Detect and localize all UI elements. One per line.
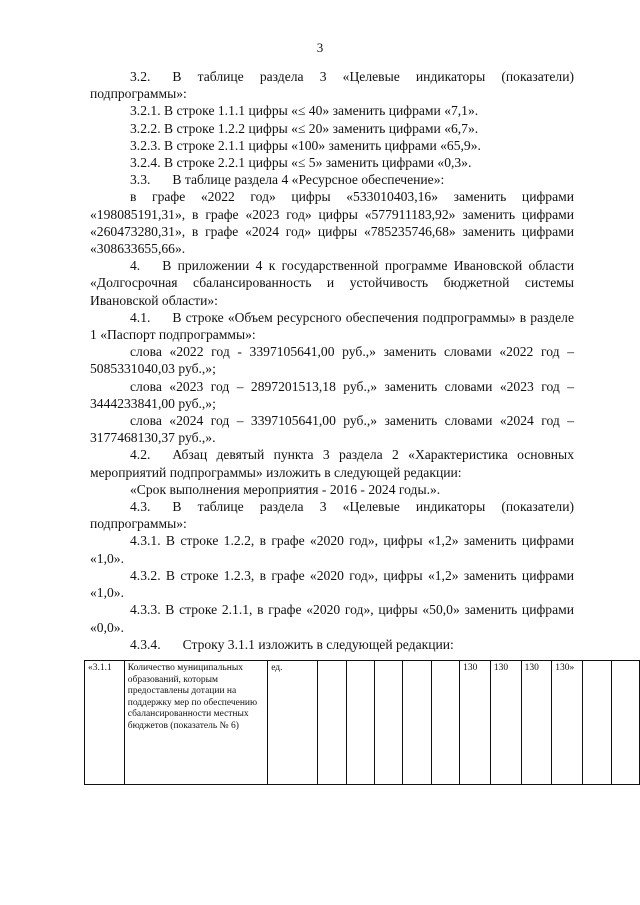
table-cell (431, 661, 459, 785)
paragraph: слова «2022 год - 3397105641,00 руб.,» заменить словами «2022 год – 5085331040,03 руб.,»; (90, 344, 574, 377)
table-cell: 130» (552, 661, 583, 785)
table-cell: 130 (521, 661, 552, 785)
table-cell (403, 661, 431, 785)
paragraph: 4. В приложении 4 к государственной программе Ивановской области «Долгосрочная сбалансированность и устойчивость бюджетной системы Ивановской области»: (90, 258, 574, 308)
paragraph: 3.3. В таблице раздела 4 «Ресурсное обеспечение»: (130, 172, 445, 188)
paragraph: 3.2.2. В строке 1.2.2 цифры «≤ 20» заменить цифрами «6,7». (130, 120, 479, 136)
paragraph: 4.1. В строке «Объем ресурсного обеспечения подпрограммы» в разделе 1 «Паспорт подпрограммы»: (90, 309, 574, 343)
table-row (85, 661, 640, 785)
paragraph: 4.3. В таблице раздела 3 «Целевые индикаторы (показатели) подпрограммы»: (90, 499, 574, 532)
paragraph: 3.2.4. В строке 2.2.1 цифры «≤ 5» заменить цифрами «0,3». (130, 155, 472, 171)
table-cell: 130 (460, 661, 491, 785)
paragraph: 4.3.4. Строку 3.1.1 изложить в следующей редакции: (130, 636, 454, 652)
paragraph: 3.2. В таблице раздела 3 «Целевые индикаторы (показатели) подпрограммы»: (90, 69, 574, 102)
paragraph: 3.2.1. В строке 1.1.1 цифры «≤ 40» заменить цифрами «7,1». (130, 103, 479, 119)
paragraph: в графе «2022 год» цифры «533010403,16» заменить цифрами «198085191,31», в графе «2023 год» цифры «577911183,92» заменить цифрами «260473280,31», в графе «2024 год» цифры «785235746,68» заменить цифрами «308633655,66». (90, 189, 574, 257)
table-cell (611, 661, 639, 785)
paragraph: 3.2.3. В строке 2.1.1 цифры «100» заменить цифрами «65,9». (130, 137, 481, 153)
table-cell (318, 661, 346, 785)
paragraph: слова «2024 год – 3397105641,00 руб.,» заменить словами «2024 год – 3177468130,37 руб.,». (90, 413, 574, 446)
paragraph: 4.3.2. В строке 1.2.3, в графе «2020 год», цифры «1,2» заменить цифрами «1,0». (90, 567, 574, 601)
table-cell: Количество муниципальных образований, которым предоставлены дотации на поддержку мер по обеспечению сбалансированности местных бюджетов (показатель № 6) (124, 661, 267, 785)
table-cell (346, 661, 374, 785)
paragraph: 4.3.3. В строке 2.1.1, в графе «2020 год», цифры «50,0» заменить цифрами «0,0». (90, 602, 574, 635)
table-cell (375, 661, 403, 785)
table-cell: ед. (268, 661, 318, 785)
indicator-table (84, 660, 640, 785)
paragraph: «Срок выполнения мероприятия - 2016 - 2024 годы.». (130, 481, 441, 497)
document-body (90, 68, 574, 653)
table-cell (583, 661, 611, 785)
paragraph: 4.3.1. В строке 1.2.2, в графе «2020 год», цифры «1,2» заменить цифрами «1,0». (90, 533, 574, 566)
table-cell: 130 (490, 661, 521, 785)
page-number: 3 (316, 40, 324, 55)
table-cell: «3.1.1 (85, 661, 125, 785)
paragraph: 4.2. Абзац девятый пункта 3 раздела 2 «Характеристика основных мероприятий подпрограммы» изложить в следующей редакции: (90, 447, 574, 480)
paragraph: слова «2023 год – 2897201513,18 руб.,» заменить словами «2023 год – 3444233841,00 руб.,»; (90, 378, 574, 411)
